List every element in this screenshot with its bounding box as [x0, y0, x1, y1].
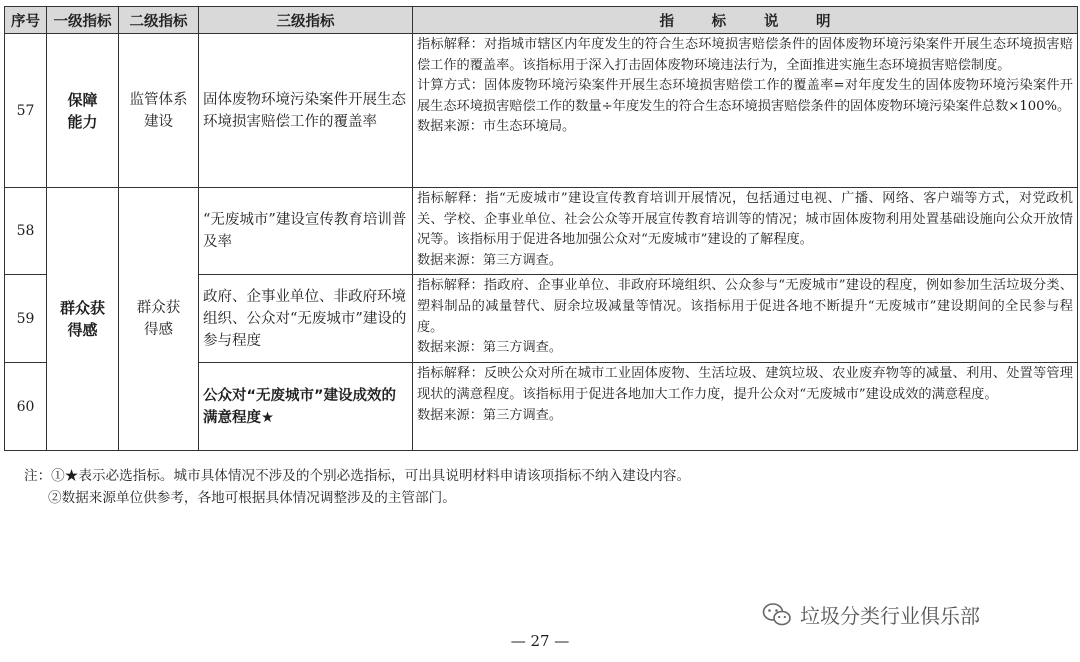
row-num: 60: [5, 363, 47, 451]
header-description: 指标说明: [413, 7, 1078, 34]
level2-indicator: [119, 188, 199, 451]
footnote-2: ②数据来源单位供参考，各地可根据具体情况调整涉及的主管部门。: [48, 490, 456, 506]
watermark: [762, 600, 980, 629]
level1-indicator: [47, 188, 119, 451]
indicator-description: [413, 34, 1078, 188]
footnote-1: 注：①★表示必选指标。城市具体情况不涉及的个别必选指标，可出具说明材料申请该项指标不纳入建设内容。: [24, 468, 691, 484]
table-row: [5, 188, 1078, 275]
wechat-icon: [762, 602, 792, 628]
level1-text: 保障能力: [67, 90, 98, 131]
desc-explanation: 指标解释：指“无废城市”建设宣传教育培训开展情况，包括通过电视、广播、网络、客户端等方式，对党政机关、学校、企事业单位、社会公众等开展宣传教育培训等的情况；城市固体废物利用处置基础设施向公众开放情况等。该指标用于促进各地加强公众对“无废城市”建设的了解程度。: [417, 191, 1073, 248]
row-num: 59: [5, 275, 47, 363]
level3-indicator: “无废城市”建设宣传教育培训普及率: [199, 188, 413, 275]
desc-source: 数据来源：第三方调查。: [417, 340, 563, 356]
level2-text: 监管体系建设: [129, 91, 188, 130]
footnotes: [24, 465, 690, 509]
header-level1: 一级指标: [47, 7, 119, 34]
level3-indicator: 政府、企事业单位、非政府环境组织、公众对“无废城市”建设的参与程度: [199, 275, 413, 363]
desc-source: 数据来源：市生态环境局。: [417, 119, 576, 135]
desc-explanation: 指标解释：反映公众对所在城市工业固体废物、生活垃圾、建筑垃圾、农业废弃物等的减量、利用、处置等管理现状的满意程度。该指标用于促进各地加大工作力度，提升公众对“无废城市”建设成效的满意程度。: [417, 366, 1073, 402]
level3-indicator: 固体废物环境污染案件开展生态环境损害赔偿工作的覆盖率: [199, 34, 413, 188]
page-number: — 27 —: [510, 632, 570, 650]
level2-indicator: [119, 34, 199, 188]
level1-text: 群众获得感: [59, 299, 105, 340]
table-header-row: [5, 7, 1078, 34]
desc-calculation: 计算方式：固体废物环境污染案件开展生态环境损害赔偿工作的覆盖率=对年度发生的固体废物环境污染案件开展生态环境损害赔偿工作的数量÷年度发生的符合生态环境损害赔偿条件的固体废物环境污染案件总数×100%。: [417, 78, 1073, 114]
level2-text: 群众获得感: [136, 300, 181, 339]
level3-indicator: 公众对“无废城市”建设成效的满意程度★: [199, 363, 413, 451]
watermark-text: 垃圾分类行业俱乐部: [800, 604, 980, 628]
header-level2: 二级指标: [119, 7, 199, 34]
indicator-table: [4, 6, 1078, 451]
header-level3: 三级指标: [199, 7, 413, 34]
row-num: 58: [5, 188, 47, 275]
indicator-description: [413, 363, 1078, 451]
table-row: [5, 34, 1078, 188]
indicator-description: [413, 188, 1078, 275]
level1-indicator: [47, 34, 119, 188]
indicator-description: [413, 275, 1078, 363]
header-num: 序号: [5, 7, 47, 34]
row-num: 57: [5, 34, 47, 188]
desc-source: 数据来源：第三方调查。: [417, 252, 563, 268]
desc-source: 数据来源：第三方调查。: [417, 407, 563, 423]
desc-explanation: 指标解释：指政府、企事业单位、非政府环境组织、公众参与“无废城市”建设的程度，例如参加生活垃圾分类、塑料制品的减量替代、厨余垃圾减量等情况。该指标用于促进各地不断提升“无废城市”建设期间的全民参与程度。: [417, 278, 1073, 335]
desc-explanation: 指标解释：对指城市辖区内年度发生的符合生态环境损害赔偿条件的固体废物环境污染案件开展生态环境损害赔偿工作的覆盖率。该指标用于深入打击固体废物环境违法行为，全面推进实施生态环境损害赔偿制度。: [417, 37, 1073, 73]
